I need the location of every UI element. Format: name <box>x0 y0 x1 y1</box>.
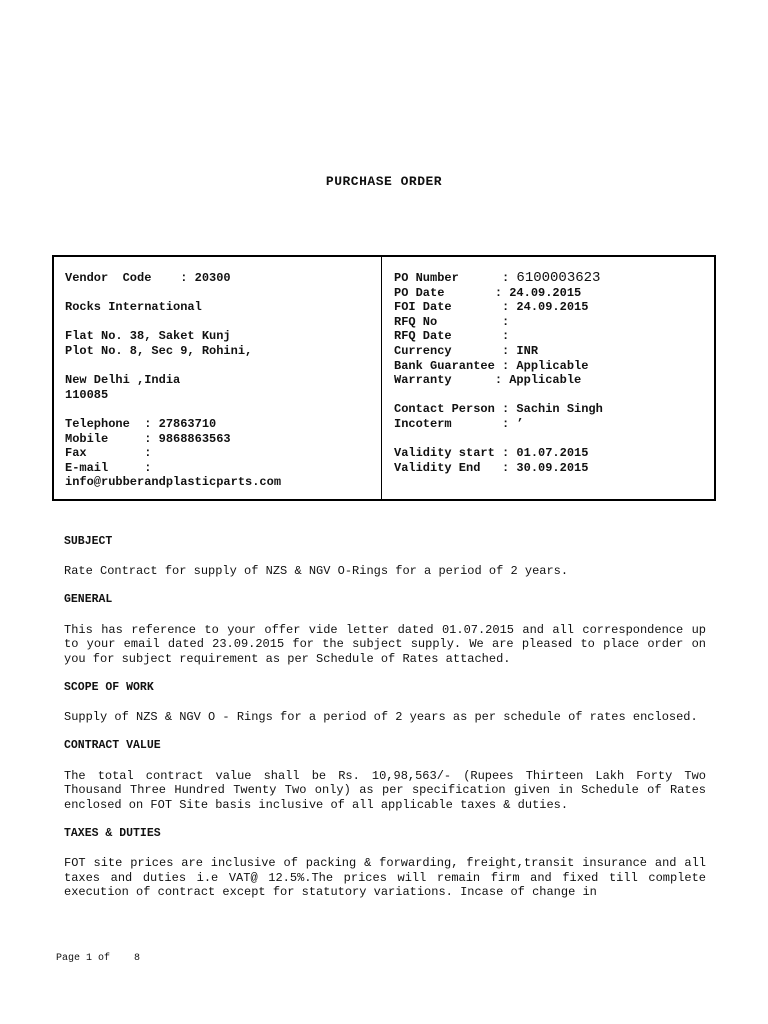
po-number-label: PO Number : <box>394 271 517 285</box>
vendor-mobile: Mobile : 9868863563 <box>65 431 231 446</box>
incoterm: Incoterm : ’ <box>394 416 524 431</box>
column-divider <box>381 257 382 499</box>
subject-heading: SUBJECT <box>64 535 113 548</box>
subject-text: Rate Contract for supply of NZS & NGV O-Rings for a period of 2 years. <box>64 564 569 579</box>
warranty: Warranty : Applicable <box>394 373 582 388</box>
contract-value-text: The total contract value shall be Rs. 10,98,563/- (Rupees Thirteen Lakh Forty Two Thousand Three Hundred Twenty Two only) as per specification given in Schedule of Rates enclosed on FOT Site basis inclusive of all applicable taxes & duties. <box>64 768 706 812</box>
general-heading: GENERAL <box>64 593 113 607</box>
vendor-telephone: Telephone : 27863710 <box>65 416 217 431</box>
po-details <box>394 271 712 475</box>
vendor-email: info@rubberandplasticparts.com <box>65 475 282 490</box>
scope-text: Supply of NZS & NGV O - Rings for a period of 2 years as per schedule of rates enclosed. <box>64 710 698 725</box>
vendor-city: New Delhi ,India <box>65 373 181 388</box>
po-body <box>64 535 706 900</box>
po-header-box <box>52 255 716 501</box>
general-text: This has reference to your offer vide letter dated 01.07.2015 and all correspondence up to your email dated 23.09.2015 for the subject supply. We are pleased to place order on you for subject requirement as per Schedule of Rates attached. <box>64 622 706 666</box>
document-title: PURCHASE ORDER <box>325 174 443 189</box>
vendor-email-label: E-mail : <box>65 460 152 475</box>
po-date: PO Date : 24.09.2015 <box>394 285 582 300</box>
po-number <box>394 271 712 286</box>
taxes-heading: TAXES & DUTIES <box>64 826 161 840</box>
bank-guarantee: Bank Guarantee : Applicable <box>394 358 589 373</box>
validity-end: Validity End : 30.09.2015 <box>394 460 589 475</box>
validity-start: Validity start : 01.07.2015 <box>394 446 589 461</box>
vendor-pin: 110085 <box>65 387 109 402</box>
vendor-address-line-1: Flat No. 38, Saket Kunj <box>65 329 231 344</box>
vendor-code: Vendor Code : 20300 <box>65 271 231 285</box>
page-number: Page 1 of 8 <box>56 953 141 964</box>
contact-person: Contact Person : Sachin Singh <box>394 402 603 417</box>
vendor-name: Rocks International <box>65 300 202 315</box>
rfq-date: RFQ Date : <box>394 329 510 344</box>
po-number-value: 6100003623 <box>516 270 601 286</box>
vendor-details <box>65 271 375 490</box>
taxes-text: FOT site prices are inclusive of packing & forwarding, freight,transit insurance and all taxes and duties i.e VAT@ 12.5%.The prices will remain firm and fixed till complete execution of contract except for statutory variations. Incase of change in <box>64 856 706 900</box>
foi-date: FOI Date : 24.09.2015 <box>394 300 589 315</box>
contract-value-heading: CONTRACT VALUE <box>64 739 161 753</box>
vendor-fax: Fax : <box>65 446 152 461</box>
rfq-no: RFQ No : <box>394 314 510 329</box>
currency: Currency : INR <box>394 343 539 358</box>
scope-heading: SCOPE OF WORK <box>64 680 154 694</box>
vendor-address-line-2: Plot No. 8, Sec 9, Rohini, <box>65 343 253 358</box>
